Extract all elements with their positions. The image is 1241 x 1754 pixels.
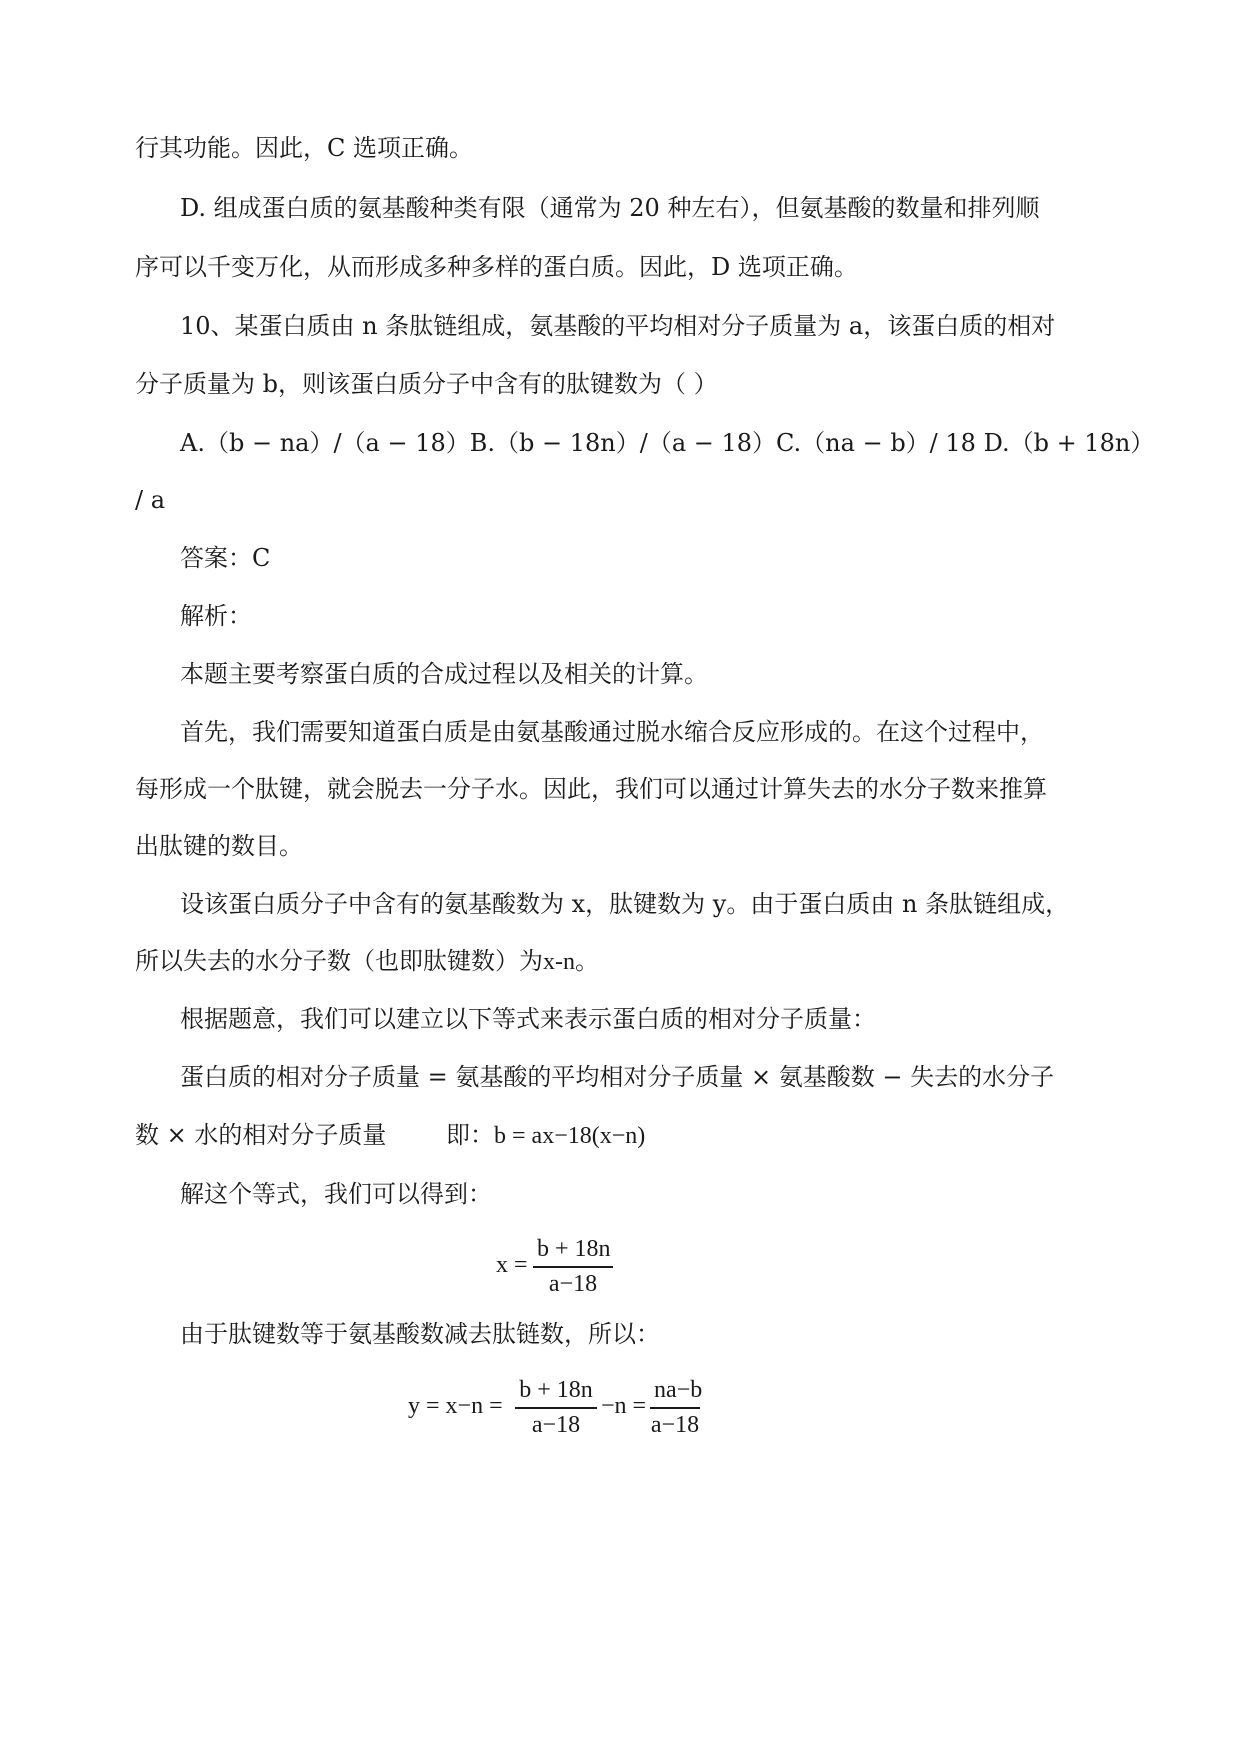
paragraph-line: 解这个等式，我们可以得到： (180, 1180, 492, 1208)
paragraph-line (135, 1120, 645, 1151)
paragraph-line: 由于肽键数等于氨基酸数减去肽链数，所以： (180, 1320, 660, 1348)
answer-options: A.（b − na）/（a − 18）B.（b − 18n）/（a − 18）C.（na − b）/ 18 D.（b + 18n） (180, 429, 1155, 457)
fraction-denominator: a−18 (531, 1412, 581, 1438)
paragraph-line (135, 946, 599, 977)
formula-lhs: x = (496, 1252, 528, 1278)
question-text: 10、某蛋白质由 n 条肽链组成，氨基酸的平均相对分子质量为 a，该蛋白质的相对 (180, 312, 1056, 340)
fraction (650, 1377, 703, 1439)
formula-middle: −n = (601, 1393, 647, 1419)
analysis-label: 解析： (180, 602, 252, 630)
fraction (533, 1236, 613, 1298)
paragraph-line: 出肽键的数目。 (135, 832, 303, 860)
question-text: 分子质量为 b，则该蛋白质分子中含有的肽键数为（ ） (135, 370, 718, 398)
fraction (515, 1377, 597, 1439)
fraction-numerator: b + 18n (519, 1377, 593, 1403)
paragraph-line: 设该蛋白质分子中含有的氨基酸数为 x，肽键数为 y。由于蛋白质由 n 条肽链组成， (180, 890, 1070, 918)
inline-formula: x-n。 (543, 949, 599, 975)
paragraph-line: 根据题意，我们可以建立以下等式来表示蛋白质的相对分子质量： (180, 1005, 876, 1033)
paragraph-line: 蛋白质的相对分子质量 = 氨基酸的平均相对分子质量 × 氨基酸数 − 失去的水分子 (180, 1063, 1055, 1091)
paragraph-line: D. 组成蛋白质的氨基酸种类有限（通常为 20 种左右），但氨基酸的数量和排列顺 (180, 194, 1040, 222)
fraction-numerator: b + 18n (537, 1236, 611, 1262)
paragraph-line: 每形成一个肽键，就会脱去一分子水。因此，我们可以通过计算失去的水分子数来推算 (135, 775, 1047, 803)
paragraph-text: 所以失去的水分子数（也即肽键数）为 (135, 947, 543, 975)
paragraph-line: 序可以千变万化，从而形成多种多样的蛋白质。因此，D 选项正确。 (135, 253, 858, 281)
paragraph-text: 数 × 水的相对分子质量 (135, 1121, 387, 1149)
inline-formula: b = ax−18(x−n) (494, 1123, 646, 1149)
paragraph-line: 行其功能。因此，C 选项正确。 (135, 134, 473, 162)
paragraph-text: 即： (446, 1121, 495, 1149)
fraction-denominator: a−18 (548, 1271, 598, 1297)
fraction-denominator: a−18 (650, 1412, 700, 1438)
answer-options: / a (135, 486, 166, 514)
formula-lhs: y = x−n = (408, 1393, 503, 1419)
fraction-numerator: na−b (654, 1377, 703, 1403)
paragraph-line: 本题主要考察蛋白质的合成过程以及相关的计算。 (180, 660, 708, 688)
answer-label: 答案：C (180, 544, 271, 572)
paragraph-line: 首先，我们需要知道蛋白质是由氨基酸通过脱水缩合反应形成的。在这个过程中， (180, 718, 1044, 746)
